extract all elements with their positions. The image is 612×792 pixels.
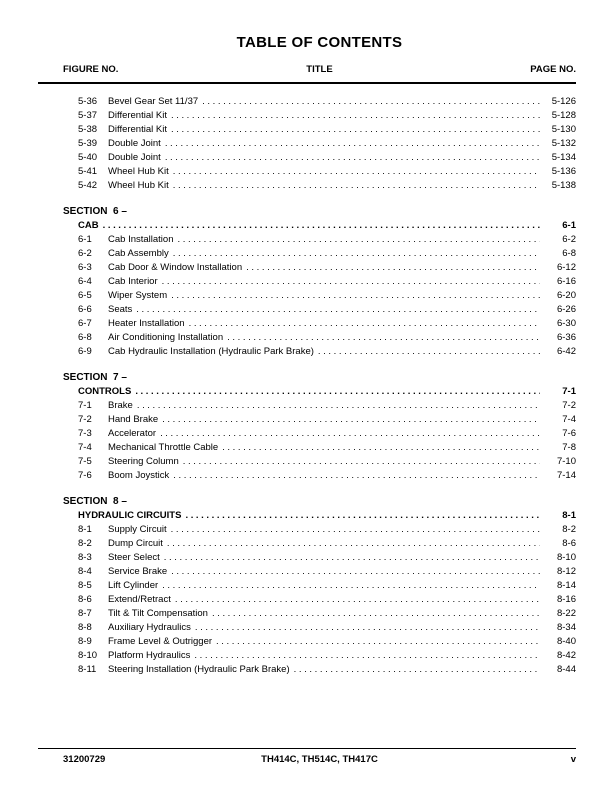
dot-leader — [171, 523, 540, 537]
figure-number: 7-6 — [78, 470, 92, 481]
entry-title: Supply Circuit — [108, 524, 167, 535]
page-number: 6-36 — [556, 332, 576, 343]
figure-number: 5-40 — [78, 152, 98, 163]
entry-title: Service Brake — [108, 566, 168, 577]
section-title-row — [63, 509, 576, 523]
page-number: 5-126 — [551, 96, 576, 107]
entry-title: Hand Brake — [108, 414, 159, 425]
page-number: 6-8 — [562, 248, 576, 259]
toc-entry — [63, 151, 576, 165]
toc-entry — [63, 537, 576, 551]
dot-leader — [318, 345, 540, 359]
toc-entry — [63, 427, 576, 441]
toc-entry — [63, 289, 576, 303]
toc-entry — [63, 179, 576, 193]
footer-part-number: 31200729 — [63, 754, 106, 765]
dot-leader — [246, 261, 540, 275]
toc-entry — [63, 109, 576, 123]
toc-entry — [63, 345, 576, 359]
dot-leader — [194, 649, 540, 663]
toc-section — [63, 205, 576, 359]
toc-entry — [63, 593, 576, 607]
page-number: 6-16 — [556, 276, 576, 287]
page-number: 5-132 — [551, 138, 576, 149]
page-number: 5-134 — [551, 152, 576, 163]
section-title-row — [63, 385, 576, 399]
dot-leader — [103, 219, 540, 233]
figure-number: 8-3 — [78, 552, 92, 563]
page-number: 8-16 — [556, 594, 576, 605]
column-headers — [63, 64, 576, 76]
entry-title: Wheel Hub Kit — [108, 180, 169, 191]
figure-number: 6-5 — [78, 290, 92, 301]
page-number: 6-20 — [556, 290, 576, 301]
page-number: 6-12 — [556, 262, 576, 273]
page-number: 8-14 — [556, 580, 576, 591]
entry-title: Mechanical Throttle Cable — [108, 442, 219, 453]
column-header-page: PAGE NO. — [530, 64, 576, 75]
entry-title: Differential Kit — [108, 110, 167, 121]
figure-number: 8-1 — [78, 524, 92, 535]
dot-leader — [164, 551, 540, 565]
toc-entry — [63, 95, 576, 109]
figure-number: 7-2 — [78, 414, 92, 425]
dot-leader — [165, 151, 540, 165]
entry-title: Heater Installation — [108, 318, 185, 329]
page-number: 8-12 — [556, 566, 576, 577]
toc-entry — [63, 469, 576, 483]
page-number: 8-2 — [562, 524, 576, 535]
toc-entry — [63, 399, 576, 413]
figure-number: 6-8 — [78, 332, 92, 343]
dot-leader — [165, 137, 540, 151]
page-number: 5-128 — [551, 110, 576, 121]
figure-number: 6-1 — [78, 234, 92, 245]
toc-entry — [63, 331, 576, 345]
footer-rule — [38, 748, 576, 749]
entry-title: Lift Cylinder — [108, 580, 159, 591]
section-title-row — [63, 219, 576, 233]
footer-page-number: v — [570, 754, 576, 765]
entry-title: Cab Interior — [108, 276, 158, 287]
toc-entry — [63, 649, 576, 663]
toc-entry — [63, 317, 576, 331]
page-content — [63, 0, 576, 677]
footer-models: TH414C, TH514C, TH417C — [261, 754, 378, 765]
figure-number: 8-11 — [78, 664, 97, 675]
dot-leader — [160, 427, 540, 441]
toc-section — [63, 371, 576, 483]
entry-title: Seats — [108, 304, 133, 315]
toc-entry — [63, 413, 576, 427]
dot-leader — [189, 317, 540, 331]
dot-leader — [173, 247, 540, 261]
page-number: 8-34 — [556, 622, 576, 633]
entry-title: Brake — [108, 400, 133, 411]
figure-number: 7-1 — [78, 400, 92, 411]
toc-leading-items — [63, 95, 576, 193]
figure-number: 7-3 — [78, 428, 92, 439]
dot-leader — [137, 399, 540, 413]
dot-leader — [177, 233, 540, 247]
dot-leader — [162, 413, 540, 427]
page-number: 7-2 — [562, 400, 576, 411]
dot-leader — [171, 289, 540, 303]
figure-number: 6-4 — [78, 276, 92, 287]
toc-entry — [63, 621, 576, 635]
section-label: SECTION 8 – — [63, 496, 127, 507]
section-label: SECTION 7 – — [63, 372, 127, 383]
toc-entry — [63, 663, 576, 677]
entry-title: Cab Assembly — [108, 248, 169, 259]
dot-leader — [173, 179, 540, 193]
toc-entry — [63, 123, 576, 137]
page-number: 6-42 — [556, 346, 576, 357]
dot-leader — [202, 95, 540, 109]
entry-title: Accelerator — [108, 428, 157, 439]
toc-entry — [63, 635, 576, 649]
figure-number: 8-4 — [78, 566, 92, 577]
toc-entry — [63, 579, 576, 593]
page-number: 7-14 — [556, 470, 576, 481]
toc-entry — [63, 523, 576, 537]
toc-entry — [63, 551, 576, 565]
toc-entry — [63, 165, 576, 179]
dot-leader — [185, 509, 540, 523]
entry-title: Bevel Gear Set 11/37 — [108, 96, 199, 107]
entry-title: Boom Joystick — [108, 470, 170, 481]
toc-entry — [63, 565, 576, 579]
column-header-figure: FIGURE NO. — [63, 64, 119, 75]
page-number: 7-8 — [562, 442, 576, 453]
entry-title: Double Joint — [108, 138, 161, 149]
figure-number: 7-5 — [78, 456, 92, 467]
toc-entry — [63, 441, 576, 455]
toc-body — [63, 95, 576, 677]
page-number: 8-22 — [556, 608, 576, 619]
figure-number: 8-10 — [78, 650, 98, 661]
page-number: 8-44 — [556, 664, 576, 675]
footer — [63, 748, 576, 766]
figure-number: 6-3 — [78, 262, 92, 273]
figure-number: 8-9 — [78, 636, 92, 647]
toc-entry — [63, 137, 576, 151]
toc-entry — [63, 303, 576, 317]
entry-title: Frame Level & Outrigger — [108, 636, 213, 647]
dot-leader — [135, 385, 540, 399]
dot-leader — [222, 441, 540, 455]
page-number: 8-10 — [556, 552, 576, 563]
dot-leader — [171, 109, 540, 123]
page-number: 7-1 — [562, 386, 576, 397]
dot-leader — [294, 663, 540, 677]
figure-number: 5-38 — [78, 124, 98, 135]
figure-number: 8-2 — [78, 538, 92, 549]
dot-leader — [171, 565, 540, 579]
entry-title: Cab Door & Window Installation — [108, 262, 243, 273]
page-number: 6-26 — [556, 304, 576, 315]
toc-entry — [63, 275, 576, 289]
toc-entry — [63, 607, 576, 621]
dot-leader — [173, 469, 540, 483]
section-name: CAB — [78, 220, 99, 231]
figure-number: 5-37 — [78, 110, 98, 121]
figure-number: 6-7 — [78, 318, 92, 329]
dot-leader — [175, 593, 540, 607]
footer-row — [63, 754, 576, 766]
page-number: 8-42 — [556, 650, 576, 661]
figure-number: 6-6 — [78, 304, 92, 315]
figure-number: 6-9 — [78, 346, 92, 357]
page-number: 6-1 — [562, 220, 576, 231]
header-rule — [38, 82, 576, 84]
page-number: 7-6 — [562, 428, 576, 439]
figure-number: 8-8 — [78, 622, 92, 633]
dot-leader — [171, 123, 540, 137]
entry-title: Steering Column — [108, 456, 179, 467]
entry-title: Auxiliary Hydraulics — [108, 622, 191, 633]
entry-title: Cab Installation — [108, 234, 174, 245]
entry-title: Steer Select — [108, 552, 160, 563]
dot-leader — [162, 579, 540, 593]
page-number: 8-40 — [556, 636, 576, 647]
entry-title: Steering Installation (Hydraulic Park Brake) — [108, 664, 290, 675]
toc-entry — [63, 247, 576, 261]
page-number: 7-4 — [562, 414, 576, 425]
figure-number: 7-4 — [78, 442, 92, 453]
page-number: 7-10 — [556, 456, 576, 467]
figure-number: 5-36 — [78, 96, 98, 107]
page-number: 5-138 — [551, 180, 576, 191]
page-number: 6-2 — [562, 234, 576, 245]
toc-sections — [63, 205, 576, 677]
section-name: HYDRAULIC CIRCUITS — [78, 510, 182, 521]
dot-leader — [227, 331, 540, 345]
page-number: 6-30 — [556, 318, 576, 329]
section-name: CONTROLS — [78, 386, 132, 397]
entry-title: Extend/Retract — [108, 594, 171, 605]
dot-leader — [136, 303, 540, 317]
page-number: 5-130 — [551, 124, 576, 135]
entry-title: Tilt & Tilt Compensation — [108, 608, 208, 619]
toc-section — [63, 495, 576, 677]
figure-number: 5-39 — [78, 138, 98, 149]
entry-title: Dump Circuit — [108, 538, 163, 549]
figure-number: 5-41 — [78, 166, 98, 177]
entry-title: Wiper System — [108, 290, 168, 301]
entry-title: Platform Hydraulics — [108, 650, 191, 661]
section-label: SECTION 6 – — [63, 206, 127, 217]
dot-leader — [216, 635, 540, 649]
figure-number: 6-2 — [78, 248, 92, 259]
dot-leader — [183, 455, 540, 469]
dot-leader — [212, 607, 540, 621]
entry-title: Cab Hydraulic Installation (Hydraulic Park Brake) — [108, 346, 314, 357]
dot-leader — [195, 621, 540, 635]
figure-number: 5-42 — [78, 180, 98, 191]
page-number: 5-136 — [551, 166, 576, 177]
page-title: TABLE OF CONTENTS — [236, 34, 403, 51]
entry-title: Double Joint — [108, 152, 161, 163]
figure-number: 8-5 — [78, 580, 92, 591]
entry-title: Differential Kit — [108, 124, 167, 135]
page-number: 8-6 — [562, 538, 576, 549]
dot-leader — [173, 165, 540, 179]
column-header-title: TITLE — [306, 64, 333, 75]
figure-number: 8-6 — [78, 594, 92, 605]
page-number: 8-1 — [562, 510, 576, 521]
toc-entry — [63, 261, 576, 275]
dot-leader — [162, 275, 540, 289]
toc-entry — [63, 233, 576, 247]
entry-title: Air Conditioning Installation — [108, 332, 224, 343]
entry-title: Wheel Hub Kit — [108, 166, 169, 177]
dot-leader — [167, 537, 540, 551]
toc-entry — [63, 455, 576, 469]
figure-number: 8-7 — [78, 608, 92, 619]
